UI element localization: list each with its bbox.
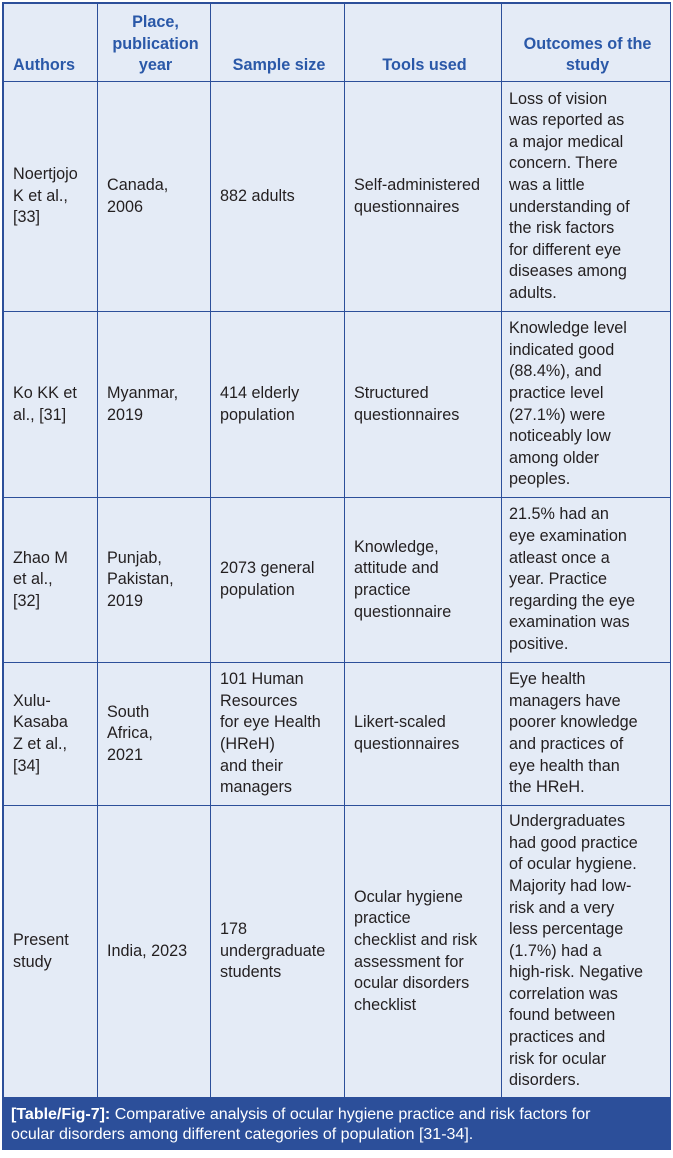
table-row xyxy=(4,498,671,663)
header-sample-size: Sample size xyxy=(211,4,345,82)
cell-authors: Ko KK et al., [31] xyxy=(4,312,98,498)
cell-outcomes: Eye health managers have poorer knowledge and practices of eye health than the HReH. xyxy=(502,663,671,806)
cell-tools-used: Knowledge, attitude and practice questionnaire xyxy=(345,498,502,663)
table-row xyxy=(4,806,671,1098)
cell-outcomes: 21.5% had an eye examination atleast once a year. Practice regarding the eye examination was positive. xyxy=(502,498,671,663)
cell-tools-used: Structured questionnaires xyxy=(345,312,502,498)
cell-outcomes: Undergraduates had good practice of ocular hygiene. Majority had low- risk and a very less percentage (1.7%) had a high-risk. Negative correlation was found between practices and risk for ocular disorders. xyxy=(502,806,671,1098)
cell-sample-size: 414 elderly population xyxy=(211,312,345,498)
caption-label: [Table/Fig-7]: xyxy=(11,1106,111,1123)
cell-authors: Xulu- Kasaba Z et al., [34] xyxy=(4,663,98,806)
cell-place-year: Canada, 2006 xyxy=(98,82,211,312)
comparison-table-figure xyxy=(2,2,671,1150)
cell-outcomes: Knowledge level indicated good (88.4%), and practice level (27.1%) were noticeably low among older peoples. xyxy=(502,312,671,498)
cell-outcomes: Loss of vision was reported as a major medical concern. There was a little understanding of the risk factors for different eye diseases among adults. xyxy=(502,82,671,312)
caption-text: Comparative analysis of ocular hygiene practice and risk factors for ocular disorders among different categories of population [31-34]. xyxy=(11,1106,591,1143)
cell-authors: Present study xyxy=(4,806,98,1098)
header-outcomes: Outcomes of the study xyxy=(502,4,671,82)
cell-sample-size: 178 undergraduate students xyxy=(211,806,345,1098)
table-header-row xyxy=(4,4,671,82)
table-row xyxy=(4,312,671,498)
header-place-year: Place, publication year xyxy=(98,4,211,82)
cell-sample-size: 882 adults xyxy=(211,82,345,312)
cell-place-year: India, 2023 xyxy=(98,806,211,1098)
cell-tools-used: Likert-scaled questionnaires xyxy=(345,663,502,806)
header-tools-used: Tools used xyxy=(345,4,502,82)
cell-tools-used: Ocular hygiene practice checklist and risk assessment for ocular disorders checklist xyxy=(345,806,502,1098)
table-row xyxy=(4,663,671,806)
table-row xyxy=(4,82,671,312)
figure-caption xyxy=(3,1098,670,1149)
cell-place-year: Punjab, Pakistan, 2019 xyxy=(98,498,211,663)
cell-place-year: Myanmar, 2019 xyxy=(98,312,211,498)
comparison-table xyxy=(3,3,671,1098)
cell-authors: Zhao M et al., [32] xyxy=(4,498,98,663)
cell-sample-size: 101 Human Resources for eye Health (HReH) and their managers xyxy=(211,663,345,806)
cell-place-year: South Africa, 2021 xyxy=(98,663,211,806)
header-authors: Authors xyxy=(4,4,98,82)
cell-tools-used: Self-administered questionnaires xyxy=(345,82,502,312)
cell-sample-size: 2073 general population xyxy=(211,498,345,663)
cell-authors: Noertjojo K et al., [33] xyxy=(4,82,98,312)
